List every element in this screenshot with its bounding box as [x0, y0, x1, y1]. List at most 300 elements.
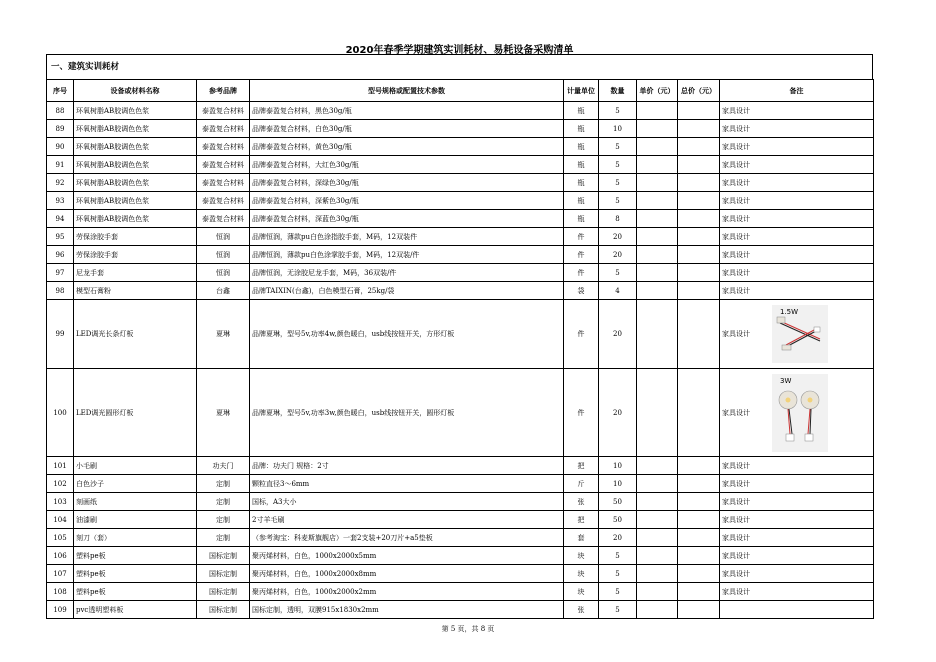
cell-qty-text: 5	[615, 587, 620, 596]
cell-no	[47, 156, 74, 174]
cell-total	[678, 601, 720, 619]
cell-no-text: 88	[55, 106, 65, 115]
cell-no	[47, 174, 74, 192]
cell-no	[47, 369, 74, 457]
cell-price	[637, 300, 678, 369]
cell-brand-text: 功夫门	[212, 461, 234, 470]
cell-spec	[250, 264, 564, 282]
cell-name-text: 模型石膏粉	[76, 286, 111, 295]
cell-spec-text: （参考淘宝：科麦斯旗舰店）一套2支装+20刀片+a5垫板	[252, 533, 433, 542]
table-row	[47, 246, 874, 264]
cell-spec-text: 聚丙烯材料，白色，1000x2000x8mm	[252, 569, 377, 578]
cell-name	[74, 210, 197, 228]
cell-price	[637, 282, 678, 300]
cell-name-text: 刻刀（套）	[76, 533, 111, 542]
cell-note	[720, 210, 874, 228]
table-row	[47, 264, 874, 282]
header-qty: 数量	[599, 80, 637, 102]
cell-brand	[197, 192, 250, 210]
cell-price	[637, 529, 678, 547]
cell-note	[720, 264, 874, 282]
cell-spec-text: 品牌夏琳，型号5v,功率3w,颜色暖白，usb线按钮开关，圆形灯板	[252, 408, 455, 417]
cell-no	[47, 138, 74, 156]
cell-note	[720, 547, 874, 565]
cell-note	[720, 300, 874, 369]
cell-no-text: 97	[55, 268, 65, 277]
cell-brand	[197, 583, 250, 601]
cell-spec-text: 颗粒直径3～6mm	[252, 479, 310, 488]
cell-brand	[197, 511, 250, 529]
table-row	[47, 565, 874, 583]
cell-total	[678, 583, 720, 601]
cell-spec	[250, 547, 564, 565]
cell-note	[720, 493, 874, 511]
cell-note	[720, 475, 874, 493]
cell-no-text: 108	[53, 587, 67, 596]
cell-name-text: 小毛刷	[76, 461, 97, 470]
cell-total	[678, 369, 720, 457]
cell-qty	[599, 210, 637, 228]
table-row	[47, 192, 874, 210]
cell-name	[74, 565, 197, 583]
cell-spec	[250, 529, 564, 547]
header-note: 备注	[720, 80, 874, 102]
cell-spec-text: 品牌恒润，无涂胶尼龙手套，M码，36双装/件	[252, 268, 397, 277]
cell-total	[678, 264, 720, 282]
cell-name	[74, 529, 197, 547]
cell-total	[678, 174, 720, 192]
cell-note	[720, 228, 874, 246]
table-row	[47, 511, 874, 529]
cell-unit	[564, 264, 599, 282]
cell-note-text: 家具设计	[722, 124, 750, 133]
cell-qty-text: 5	[615, 196, 620, 205]
cell-brand	[197, 529, 250, 547]
table-row	[47, 529, 874, 547]
cell-unit-text: 套	[577, 533, 585, 542]
cell-note	[720, 457, 874, 475]
cell-brand	[197, 493, 250, 511]
cell-no	[47, 192, 74, 210]
cell-unit	[564, 601, 599, 619]
cell-brand-text: 定制	[216, 533, 230, 542]
cell-note-text: 家具设计	[722, 142, 750, 151]
table-header-row	[47, 80, 874, 102]
cell-no-text: 105	[53, 533, 67, 542]
cell-no-text: 94	[55, 214, 65, 223]
cell-spec	[250, 511, 564, 529]
cell-unit	[564, 210, 599, 228]
cell-unit-text: 瓶	[577, 142, 585, 151]
cell-price	[637, 102, 678, 120]
cell-unit	[564, 475, 599, 493]
cell-note-text: 家具设计	[722, 408, 750, 417]
cell-spec	[250, 565, 564, 583]
cell-spec-text: 2寸羊毛刷	[252, 515, 285, 524]
cell-name	[74, 583, 197, 601]
cell-name	[74, 457, 197, 475]
cell-note	[720, 601, 874, 619]
cell-qty-text: 5	[615, 178, 620, 187]
cell-note-text: 家具设计	[722, 214, 750, 223]
cell-spec	[250, 300, 564, 369]
cell-qty-text: 20	[613, 232, 622, 241]
cell-no	[47, 493, 74, 511]
cell-unit	[564, 547, 599, 565]
cell-qty-text: 20	[613, 330, 622, 338]
cell-brand-text: 台鑫	[216, 286, 230, 295]
cell-spec-text: 品牌泰盈复合材料，深绿色30g/瓶	[252, 178, 359, 187]
cell-note	[720, 120, 874, 138]
cell-total	[678, 210, 720, 228]
table-row	[47, 120, 874, 138]
cell-total	[678, 511, 720, 529]
cell-qty	[599, 138, 637, 156]
cell-unit	[564, 120, 599, 138]
cell-brand-text: 夏琳	[216, 408, 230, 417]
cell-spec	[250, 246, 564, 264]
cell-unit-text: 件	[577, 268, 585, 277]
cell-total	[678, 547, 720, 565]
cell-name-text: 油漆刷	[76, 515, 97, 524]
cell-name	[74, 102, 197, 120]
cell-qty	[599, 192, 637, 210]
cell-price	[637, 246, 678, 264]
cell-qty-text: 50	[613, 515, 622, 524]
cell-spec	[250, 156, 564, 174]
cell-name-text: 刻画纸	[76, 497, 97, 506]
cell-unit	[564, 369, 599, 457]
product-photo	[772, 374, 828, 452]
table-row	[47, 282, 874, 300]
photo-wattage-label: 1.5W	[780, 308, 799, 316]
table-row	[47, 174, 874, 192]
cell-unit-text: 把	[577, 515, 585, 524]
cell-name-text: 环氧树脂AB胶调色色浆	[76, 214, 150, 223]
cell-qty-text: 5	[615, 605, 620, 614]
cell-price	[637, 457, 678, 475]
photo-wattage-label: 3W	[780, 376, 792, 385]
cell-qty	[599, 547, 637, 565]
cell-qty	[599, 246, 637, 264]
cell-no-text: 96	[55, 250, 65, 259]
cell-name	[74, 493, 197, 511]
cell-qty-text: 20	[613, 533, 622, 542]
cell-name	[74, 369, 197, 457]
cell-name	[74, 156, 197, 174]
cell-qty	[599, 156, 637, 174]
cell-spec	[250, 120, 564, 138]
cell-unit-text: 瓶	[577, 106, 585, 115]
cell-total	[678, 102, 720, 120]
cell-price	[637, 601, 678, 619]
cell-brand-text: 国标定制	[209, 587, 237, 596]
cell-no-text: 103	[53, 497, 67, 506]
cell-qty	[599, 228, 637, 246]
cell-spec	[250, 369, 564, 457]
table-row	[47, 102, 874, 120]
cell-name-text: pvc透明塑料板	[76, 605, 124, 614]
table-body	[47, 102, 874, 619]
cell-qty	[599, 583, 637, 601]
cell-no	[47, 210, 74, 228]
cell-unit-text: 袋	[577, 286, 585, 295]
cell-brand-text: 泰盈复合材料	[202, 214, 244, 223]
cell-note	[720, 583, 874, 601]
cell-spec	[250, 192, 564, 210]
cell-brand-text: 恒润	[216, 232, 230, 241]
cell-qty	[599, 565, 637, 583]
cell-name	[74, 264, 197, 282]
cell-brand	[197, 264, 250, 282]
cell-spec-text: 国标，A3大小	[252, 497, 297, 506]
cell-brand	[197, 228, 250, 246]
cell-brand-text: 泰盈复合材料	[202, 142, 244, 151]
cell-price	[637, 565, 678, 583]
cell-unit-text: 张	[577, 605, 585, 614]
cell-total	[678, 457, 720, 475]
table-row	[47, 210, 874, 228]
cell-spec	[250, 601, 564, 619]
cell-note	[720, 565, 874, 583]
cell-brand-text: 泰盈复合材料	[202, 178, 244, 187]
cell-name-text: 环氧树脂AB胶调色色浆	[76, 196, 150, 205]
cell-brand-text: 夏琳	[216, 330, 230, 338]
cell-unit	[564, 174, 599, 192]
cell-no-text: 101	[53, 461, 67, 470]
cell-no	[47, 282, 74, 300]
cell-name	[74, 475, 197, 493]
cell-spec-text: 品牌：功夫门 规格：2寸	[252, 461, 329, 470]
cell-qty-text: 5	[615, 106, 620, 115]
cell-price	[637, 493, 678, 511]
table-row	[47, 369, 874, 457]
cell-unit-text: 瓶	[577, 178, 585, 187]
header-name: 设备或材料名称	[74, 80, 197, 102]
cell-no	[47, 583, 74, 601]
table-row	[47, 547, 874, 565]
cell-note	[720, 369, 874, 457]
cell-qty-text: 4	[615, 286, 620, 295]
table-row	[47, 475, 874, 493]
cell-note-text: 家具设计	[722, 461, 750, 470]
cell-qty	[599, 282, 637, 300]
cell-brand-text: 定制	[216, 497, 230, 506]
cell-no-text: 92	[55, 178, 65, 187]
table-row	[47, 457, 874, 475]
cell-spec-text: 品牌TAIXIN(台鑫)，白色模型石膏，25kg/袋	[252, 286, 395, 295]
header-spec: 型号规格或配置技术参数	[250, 80, 564, 102]
cell-brand	[197, 138, 250, 156]
cell-note-text: 家具设计	[722, 515, 750, 524]
cell-note	[720, 156, 874, 174]
cell-spec-text: 品牌恒润，薄款pu白色涂指胶手套，M码，12双装件	[252, 232, 418, 241]
cell-total	[678, 282, 720, 300]
cell-qty-text: 20	[613, 250, 622, 259]
cell-name	[74, 246, 197, 264]
cell-brand	[197, 601, 250, 619]
cell-unit-text: 瓶	[577, 160, 585, 169]
cell-spec	[250, 457, 564, 475]
cell-name-text: 环氧树脂AB胶调色色浆	[76, 106, 150, 115]
cell-no-text: 89	[55, 124, 65, 133]
cell-brand	[197, 156, 250, 174]
cell-brand-text: 恒润	[216, 250, 230, 259]
cell-price	[637, 174, 678, 192]
cell-qty	[599, 511, 637, 529]
cell-price	[637, 210, 678, 228]
cell-price	[637, 369, 678, 457]
header-unit: 计量单位	[564, 80, 599, 102]
cell-note-text: 家具设计	[722, 178, 750, 187]
section-title: 一、建筑实训耗材	[46, 54, 873, 79]
cell-unit	[564, 457, 599, 475]
header-total: 总价（元）	[678, 80, 720, 102]
cell-spec-text: 品牌泰盈复合材料，白色30g/瓶	[252, 124, 352, 133]
cell-note-text: 家具设计	[722, 551, 750, 560]
cell-price	[637, 583, 678, 601]
cell-spec-text: 品牌泰盈复合材料，黑色30g/瓶	[252, 106, 352, 115]
cell-brand-text: 泰盈复合材料	[202, 124, 244, 133]
cell-no-text: 99	[55, 330, 65, 338]
table-row	[47, 228, 874, 246]
cell-spec-text: 品牌泰盈复合材料，大红色30g/瓶	[252, 160, 359, 169]
table-row	[47, 300, 874, 369]
cell-name	[74, 228, 197, 246]
cell-brand-text: 定制	[216, 515, 230, 524]
cell-qty	[599, 601, 637, 619]
cell-note-text: 家具设计	[722, 286, 750, 295]
cell-name	[74, 120, 197, 138]
cell-name	[74, 138, 197, 156]
cell-name-text: 尼龙手套	[76, 268, 104, 277]
cell-spec-text: 品牌恒润，薄款pu白色涂掌胶手套，M码，12双装/件	[252, 250, 420, 259]
cell-no	[47, 475, 74, 493]
cell-brand	[197, 369, 250, 457]
cell-brand	[197, 475, 250, 493]
cell-name-text: LED调光圆形灯板	[76, 408, 134, 417]
cell-unit	[564, 138, 599, 156]
cell-unit-text: 张	[577, 497, 585, 506]
cell-no-text: 90	[55, 142, 65, 151]
cell-no-text: 104	[53, 515, 67, 524]
cell-qty	[599, 457, 637, 475]
cell-qty-text: 5	[615, 551, 620, 560]
cell-unit-text: 斤	[577, 479, 585, 488]
cell-total	[678, 228, 720, 246]
cell-spec	[250, 210, 564, 228]
cell-no-text: 98	[55, 286, 65, 295]
cell-name-text: 劳保涂胶手套	[76, 250, 118, 259]
cell-qty-text: 10	[613, 479, 622, 488]
cell-brand-text: 泰盈复合材料	[202, 160, 244, 169]
cell-name-text: 塑料pe板	[76, 587, 106, 596]
cell-no-text: 106	[53, 551, 67, 560]
cell-qty	[599, 475, 637, 493]
cell-unit	[564, 102, 599, 120]
cell-price	[637, 511, 678, 529]
cell-price	[637, 475, 678, 493]
cell-unit	[564, 228, 599, 246]
cell-price	[637, 120, 678, 138]
cell-note-text: 家具设计	[722, 232, 750, 241]
cell-brand-text: 泰盈复合材料	[202, 106, 244, 115]
cell-qty-text: 50	[613, 497, 622, 506]
cell-name-text: 劳保涂胶手套	[76, 232, 118, 241]
cell-qty	[599, 300, 637, 369]
cell-qty-text: 5	[615, 569, 620, 578]
cell-unit-text: 块	[577, 569, 585, 578]
cell-qty-text: 10	[613, 124, 622, 133]
cell-brand	[197, 174, 250, 192]
cell-brand-text: 国标定制	[209, 569, 237, 578]
cell-qty-text: 20	[613, 408, 622, 417]
cell-price	[637, 228, 678, 246]
cell-note-text: 家具设计	[722, 569, 750, 578]
cell-total	[678, 138, 720, 156]
cell-unit-text: 瓶	[577, 196, 585, 205]
cell-total	[678, 120, 720, 138]
cell-qty	[599, 120, 637, 138]
cell-note-text: 家具设计	[722, 268, 750, 277]
cell-name	[74, 601, 197, 619]
cell-unit	[564, 246, 599, 264]
cell-note	[720, 102, 874, 120]
cell-unit-text: 块	[577, 551, 585, 560]
cell-unit	[564, 300, 599, 369]
cell-note	[720, 246, 874, 264]
cell-qty-text: 10	[613, 461, 622, 470]
cell-note-text: 家具设计	[722, 250, 750, 259]
cell-name-text: 环氧树脂AB胶调色色浆	[76, 124, 150, 133]
cell-no	[47, 565, 74, 583]
cell-unit-text: 瓶	[577, 214, 585, 223]
cell-no	[47, 547, 74, 565]
cell-spec	[250, 282, 564, 300]
cell-name-text: 环氧树脂AB胶调色色浆	[76, 178, 150, 187]
cell-qty-text: 5	[615, 160, 620, 169]
cell-note-text: 家具设计	[722, 587, 750, 596]
cell-brand-text: 定制	[216, 479, 230, 488]
cell-note-text: 家具设计	[722, 160, 750, 169]
cell-name	[74, 547, 197, 565]
cell-qty	[599, 529, 637, 547]
cell-brand-text: 国标定制	[209, 551, 237, 560]
cell-no-text: 93	[55, 196, 65, 205]
cell-no	[47, 601, 74, 619]
cell-name-text: 白色沙子	[76, 479, 104, 488]
cell-spec-text: 品牌泰盈复合材料，深紫色30g/瓶	[252, 196, 359, 205]
header-no: 序号	[47, 80, 74, 102]
cell-price	[637, 156, 678, 174]
cell-brand	[197, 210, 250, 228]
cell-unit-text: 把	[577, 461, 585, 470]
cell-note	[720, 529, 874, 547]
cell-unit	[564, 583, 599, 601]
cell-total	[678, 192, 720, 210]
cell-brand-text: 国标定制	[209, 605, 237, 614]
cell-no-text: 91	[55, 160, 65, 169]
cell-spec	[250, 138, 564, 156]
cell-spec	[250, 174, 564, 192]
cell-total	[678, 246, 720, 264]
cell-unit-text: 件	[577, 408, 585, 417]
cell-no	[47, 300, 74, 369]
cell-unit	[564, 282, 599, 300]
cell-total	[678, 156, 720, 174]
cell-price	[637, 547, 678, 565]
cell-spec-text: 聚丙烯材料，白色，1000x2000x2mm	[252, 587, 377, 596]
